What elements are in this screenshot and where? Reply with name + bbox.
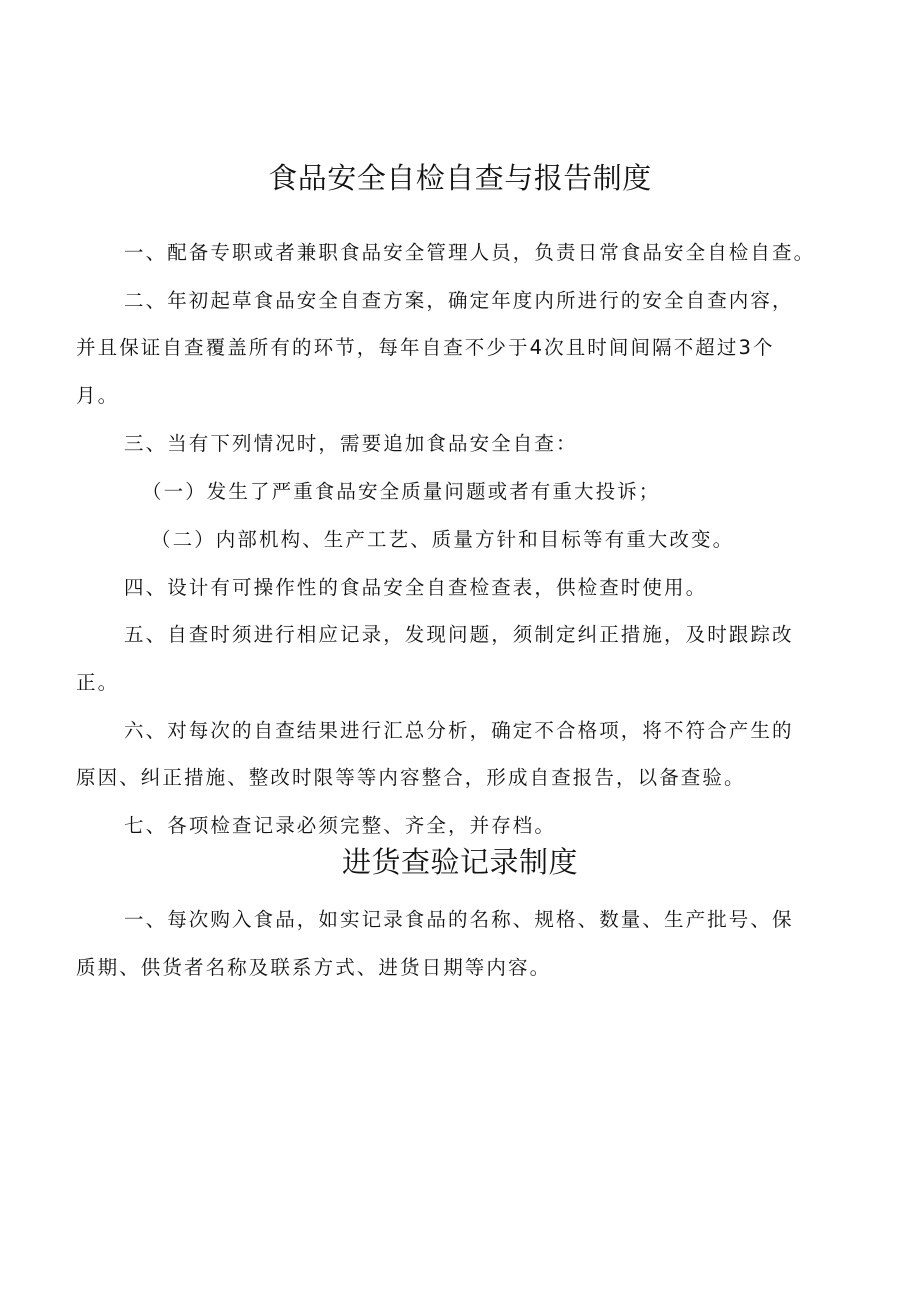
list-item: （二）内部机构、生产工艺、质量方针和目标等有重大改变。 [151,528,735,551]
section-title: 进货查验记录制度 [341,845,578,879]
list-item: （一）发生了严重食品安全质量问题或者有重大投诉； [142,480,661,503]
paragraph-line: 五、自查时须进行相应记录，发现问题，须制定纠正措施，及时跟踪改 [124,623,794,646]
paragraph-line: 原因、纠正措施、整改时限等等内容整合，形成自查报告，以备查验。 [76,766,746,789]
paragraph-line: 一、每次购入食品，如实记录食品的名称、规格、数量、生产批号、保 [124,908,794,931]
paragraph-line: 三、当有下列情况时，需要追加食品安全自查： [124,432,578,455]
paragraph-line: 正。 [76,671,120,694]
paragraph-line: 四、设计有可操作性的食品安全自查检查表，供检查时使用。 [124,576,708,599]
document-title: 食品安全自检自查与报告制度 [268,161,652,195]
paragraph-line: 七、各项检查记录必须完整、齐全，并存档。 [124,814,557,837]
paragraph-line: 二、年初起草食品安全自查方案，确定年度内所进行的安全自查内容， [124,289,794,312]
paragraph-line: 并且保证自查覆盖所有的环节，每年自查不少于4次且时间间隔不超过3个 [76,336,775,359]
paragraph-line: 六、对每次的自查结果进行汇总分析，确定不合格项，将不符合产生的 [124,719,794,742]
paragraph-line: 一、配备专职或者兼职食品安全管理人员，负责日常食品安全自检自查。 [124,241,816,264]
paragraph-line: 质期、供货者名称及联系方式、进货日期等内容。 [76,956,552,979]
paragraph-line: 月。 [76,384,120,407]
